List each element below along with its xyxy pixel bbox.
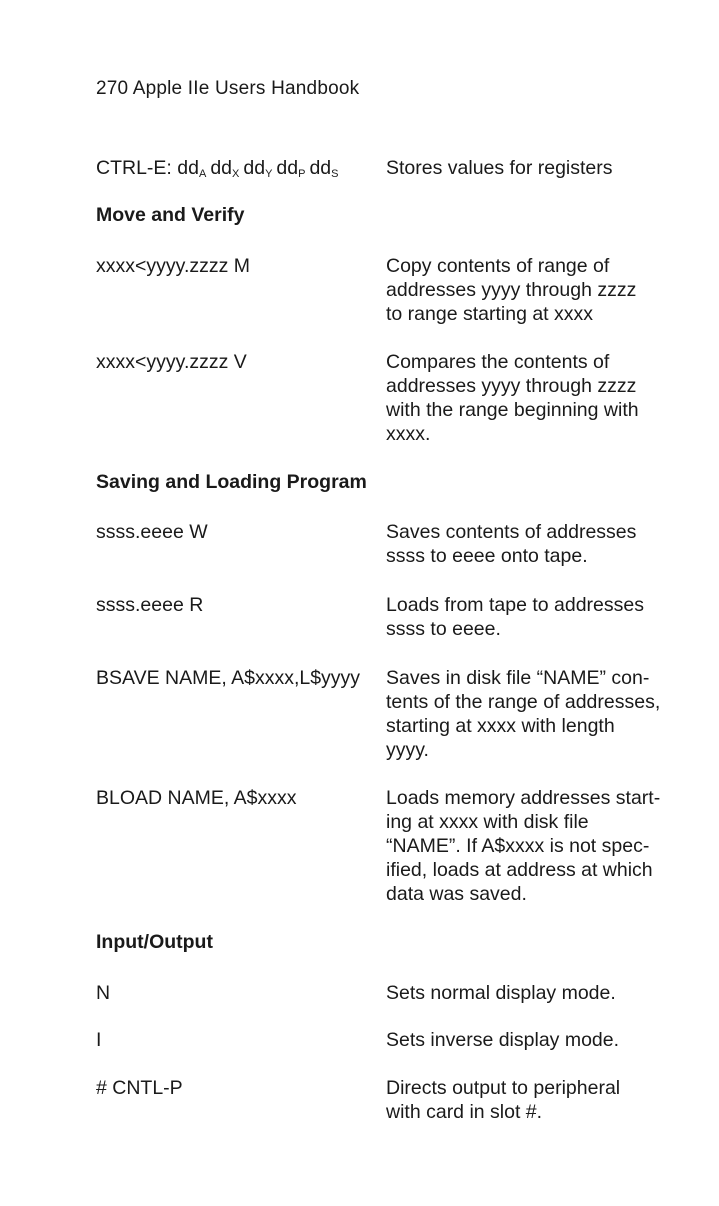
command-inverse: I (96, 1029, 102, 1051)
description-bsave: Saves in disk file “NAME” con- tents of the range of addresses, starting at xxxx with length yyyy. (386, 667, 661, 761)
description-normal: Sets normal display mode. (386, 982, 616, 1004)
command-load-tape: ssss.eeee R (96, 594, 204, 616)
command-ctrl-e (96, 156, 343, 180)
command-bsave: BSAVE NAME, A$xxxx,L$yyyy (96, 667, 361, 689)
description-inverse: Sets inverse display mode. (386, 1029, 620, 1051)
command-normal: N (96, 982, 111, 1004)
page-header: 270 Apple IIe Users Handbook (96, 78, 360, 99)
register-x: $dd_X$ (210, 157, 240, 180)
description-save-tape: Saves contents of addresses ssss to eeee onto tape. (386, 521, 637, 567)
description-cntl-p: Directs output to peripheral with card in slot #. (386, 1077, 621, 1123)
command-move: xxxx<yyyy.zzzz M (96, 255, 251, 277)
register-y: $dd_Y$ (243, 157, 273, 180)
ctrl-e-prefix: CTRL-E: (96, 157, 178, 179)
command-bload: BLOAD NAME, A$xxxx (96, 787, 297, 809)
command-verify: xxxx<yyyy.zzzz V (96, 351, 247, 373)
command-cntl-p: # CNTL-P (96, 1077, 183, 1099)
section-heading-saving-loading: Saving and Loading Program (96, 471, 367, 493)
description-verify: Compares the contents of addresses yyyy through zzzz with the range beginning with xxxx. (386, 351, 639, 445)
section-heading-move-verify: Move and Verify (96, 204, 245, 226)
register-s: $dd_S$ (309, 157, 339, 180)
description-ctrl-e: Stores values for registers (386, 157, 613, 179)
description-load-tape: Loads from tape to addresses ssss to eeee. (386, 594, 644, 640)
description-bload: Loads memory addresses start- ing at xxxx with disk file “NAME”. If A$xxxx is not spec- ified, loads at address at which data was saved. (386, 787, 661, 905)
command-save-tape: ssss.eeee W (96, 521, 208, 543)
section-heading-input-output: Input/Output (96, 931, 213, 953)
register-a: $dd_A$ (177, 157, 207, 180)
description-move: Copy contents of range of addresses yyyy through zzzz to range starting at xxxx (386, 255, 637, 325)
register-p: $dd_P$ (276, 157, 306, 180)
